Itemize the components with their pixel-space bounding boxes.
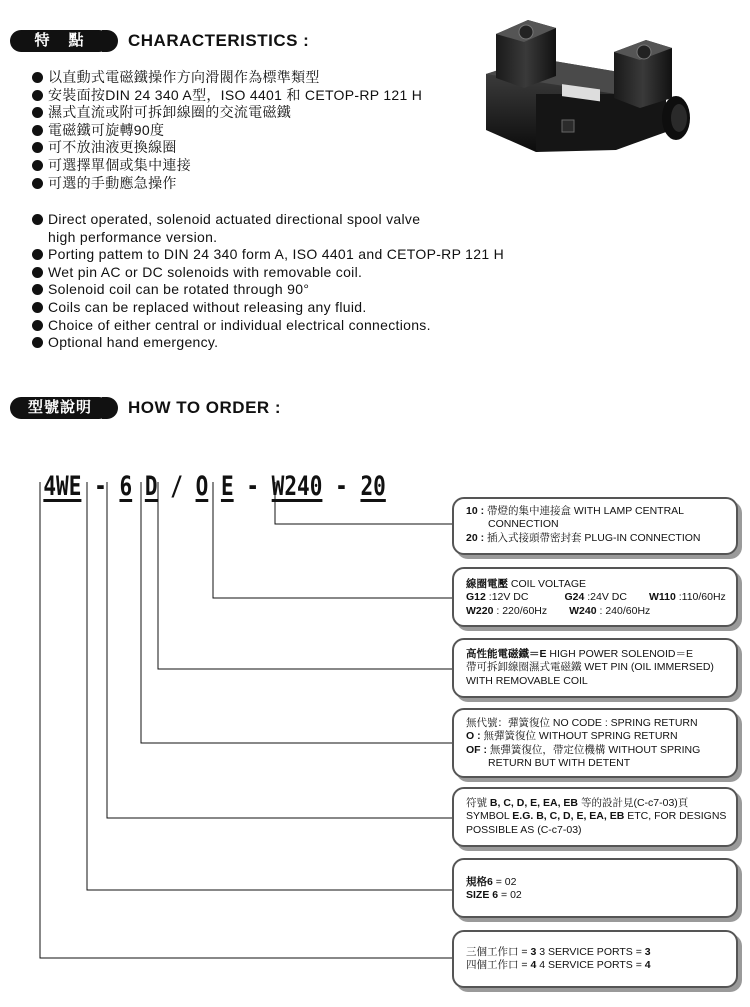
box-text: HIGH POWER SOLENOID＝E <box>546 648 693 660</box>
box-line <box>466 591 728 604</box>
box-line <box>466 757 728 770</box>
box-text: SYMBOL <box>466 810 513 823</box>
leader-line-voltage <box>213 482 452 598</box>
leader-line-size <box>87 482 452 890</box>
order-badge-text: 型號說明 <box>27 399 92 416</box>
box-line <box>466 578 728 591</box>
box-text: ETC, FOR DESIGNS <box>624 810 727 823</box>
option-box-voltage <box>452 567 738 627</box>
box-line <box>466 876 728 889</box>
box-line <box>466 744 728 757</box>
feature-text: high performance version. <box>48 228 218 245</box>
box-text: 帶燈的集中連接盒 WITH LAMP CENTRAL <box>484 505 684 517</box>
feature-text: Direct operated, solenoid actuated directional spool valve <box>48 211 421 227</box>
box-line <box>466 532 728 545</box>
box-key: G12 <box>466 591 486 604</box>
leader-line-connection <box>275 482 452 524</box>
box-text: WITH REMOVABLE COIL <box>466 674 588 687</box>
code-type: 4WE <box>43 471 82 502</box>
code-symbol: D <box>144 471 158 502</box>
box-key: SIZE 6 <box>466 889 499 902</box>
box-text: CONNECTION <box>488 518 559 531</box>
box-text: RETURN BUT WITH DETENT <box>488 757 631 770</box>
code-return: O <box>195 471 209 502</box>
box-text: 帶可拆卸線圈濕式電磁鐵 WET PIN (OIL IMMERSED) <box>466 661 714 674</box>
code-sep: / <box>157 471 196 502</box>
feature-text: 濕式直流或附可拆卸線圈的交流電磁鐵 <box>48 104 292 121</box>
box-line <box>466 797 728 810</box>
order-title: HOW TO ORDER : <box>128 398 282 417</box>
box-text: 無代號：彈簧復位 NO CODE : SPRING RETURN <box>466 717 698 729</box>
box-key: 3 <box>644 946 651 958</box>
box-text: = 02 <box>498 889 522 902</box>
box-line <box>466 505 728 518</box>
box-text: = 02 <box>492 876 517 888</box>
box-text: 3 SERVICE PORTS = <box>536 946 645 958</box>
box-text: 無彈簧復位，帶定位機構 WITHOUT SPRING <box>487 743 701 756</box>
code-solenoid: E <box>220 471 234 502</box>
code-sep: - <box>233 471 272 502</box>
box-key: B, C, D, E, EA, EB <box>489 797 579 809</box>
box-text: 插入式接頭帶密封套 PLUG-IN CONNECTION <box>484 531 701 544</box>
box-line <box>466 959 728 972</box>
box-line <box>466 810 728 823</box>
box-text: :24V DC <box>584 591 627 604</box>
box-text: 三個工作口 = <box>466 946 531 958</box>
code-voltage: W240 <box>271 471 323 502</box>
code-connection: 20 <box>360 471 386 502</box>
box-key: W240 <box>569 604 597 617</box>
feature-text: 以直動式電磁鐵操作方向滑閥作為標準類型 <box>48 69 320 85</box>
feature-text: Porting pattem to DIN 24 340 form A, ISO 4401 and CETOP-RP 121 H <box>48 246 505 263</box>
box-key: W220 <box>466 604 494 617</box>
option-box-return <box>452 708 738 778</box>
box-line <box>466 824 728 837</box>
box-key: 線圈電壓 <box>466 578 508 590</box>
feature-text: 可不放油液更換線圈 <box>48 139 177 156</box>
code-sep: - <box>81 471 120 502</box>
leader-line-ports <box>40 482 452 958</box>
box-text: 無彈簧復位 WITHOUT SPRING RETURN <box>480 730 678 743</box>
box-key: W110 <box>648 591 676 604</box>
feature-text: Wet pin AC or DC solenoids with removable coil. <box>48 263 363 280</box>
box-text: 等的設計見(C-c7-03)頁 <box>578 797 689 809</box>
feature-text: 可選擇單個或集中連接 <box>48 156 191 173</box>
feature-text: 可選的手動應急操作 <box>48 174 177 191</box>
box-text: : 240/60Hz <box>596 604 651 617</box>
box-line <box>466 675 728 688</box>
box-key: OF : <box>466 743 487 756</box>
box-line <box>466 889 728 902</box>
feature-text: 電磁鐵可旋轉90度 <box>48 121 165 138</box>
option-box-connection <box>452 497 738 555</box>
leader-line-solenoid <box>158 482 452 669</box>
box-key: 10 : <box>466 505 485 517</box>
option-box-symbol <box>452 787 738 847</box>
option-box-ports <box>452 930 738 988</box>
characteristics-badge-text: 特 點 <box>34 32 86 49</box>
box-key: 高性能電磁鐵＝E <box>466 648 547 660</box>
box-key: 20 : <box>466 531 485 544</box>
box-text: : 220/60Hz <box>493 604 548 617</box>
characteristics-title: CHARACTERISTICS : <box>128 31 310 50</box>
box-line <box>466 661 728 674</box>
box-text: COIL VOLTAGE <box>508 578 586 590</box>
feature-text: Optional hand emergency. <box>48 334 219 351</box>
feature-text: Coils can be replaced without releasing any fluid. <box>48 298 367 315</box>
box-text: :12V DC <box>485 591 529 604</box>
code-size: 6 <box>119 471 133 502</box>
box-key: 4 <box>530 959 537 972</box>
option-box-size <box>452 858 738 918</box>
leader-line-return <box>141 482 452 743</box>
box-text: :110/60Hz <box>675 591 726 604</box>
leader-line-symbol <box>107 482 452 818</box>
box-line <box>466 605 728 618</box>
box-line <box>466 946 728 959</box>
box-key: O : <box>466 730 481 743</box>
box-line <box>466 518 728 531</box>
feature-text: Solenoid coil can be rotated through 90° <box>48 281 310 298</box>
box-line <box>466 648 728 661</box>
feature-text: Choice of either central or individual electrical connections. <box>48 316 431 333</box>
box-key: 規格6 <box>466 876 493 888</box>
box-text: POSSIBLE AS (C-c7-03) <box>466 823 582 836</box>
box-key: 4 <box>644 959 651 972</box>
box-key: 3 <box>530 946 537 958</box>
box-line <box>466 717 728 730</box>
box-line <box>466 730 728 743</box>
box-key: G24 <box>564 591 585 604</box>
box-text: 4 SERVICE PORTS = <box>536 959 645 972</box>
option-box-solenoid <box>452 638 738 698</box>
feature-text: 安裝面按DIN 24 340 A型，ISO 4401 和 CETOP-RP 121 H <box>48 86 423 103</box>
box-key: E.G. B, C, D, E, EA, EB <box>512 810 625 823</box>
box-text: 四個工作口 = <box>466 959 531 972</box>
code-sep: - <box>322 471 361 502</box>
box-text: 符號 <box>466 797 490 809</box>
